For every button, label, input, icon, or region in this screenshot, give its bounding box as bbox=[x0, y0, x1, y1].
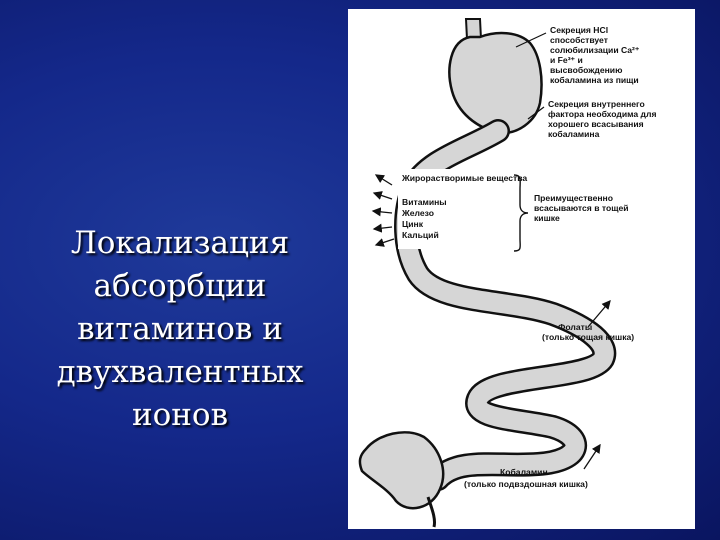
title-line: абсорбции bbox=[93, 268, 267, 304]
absorption-arrows bbox=[373, 175, 394, 245]
stomach-note-line: способствует bbox=[550, 35, 608, 45]
stomach-note-line: кобаламина из пищи bbox=[550, 75, 639, 85]
jejunum-note-line: всасываются в тощей bbox=[534, 203, 629, 213]
nutrients-brace bbox=[514, 175, 528, 251]
digestive-tract-drawing bbox=[348, 9, 695, 529]
digestive-tract-figure bbox=[348, 9, 695, 529]
jejunum-note-line: кишке bbox=[534, 213, 560, 223]
jejunum-note bbox=[534, 193, 629, 223]
intrinsic-note-line: Секреция внутреннего bbox=[548, 99, 645, 109]
title-line: двухвалентных bbox=[56, 354, 304, 390]
intrinsic-factor-note bbox=[548, 99, 656, 139]
nutrient-item: Кальций bbox=[402, 230, 439, 240]
nutrient-item: Цинк bbox=[402, 219, 424, 229]
slide-title bbox=[30, 222, 330, 437]
stomach-shape bbox=[449, 33, 541, 133]
title-line: витаминов и bbox=[77, 311, 283, 347]
title-line: ионов bbox=[131, 397, 229, 433]
nutrient-item: Витамины bbox=[402, 197, 447, 207]
cobalamin-note-line: Кобаламин bbox=[500, 467, 548, 477]
folate-note-line: (только тощая кишка) bbox=[542, 332, 635, 342]
title-line: Локализация bbox=[70, 225, 290, 261]
nutrient-item: Жирорастворимые вещества bbox=[402, 173, 528, 183]
stomach-note bbox=[550, 25, 640, 85]
intrinsic-note-line: хорошего всасывания bbox=[548, 119, 644, 129]
folate-note-line: Фолаты bbox=[558, 322, 593, 332]
intrinsic-note-line: фактора необходима для bbox=[548, 109, 657, 119]
stomach-note-line: Секреция HCl bbox=[550, 25, 609, 35]
jejunum-note-line: Преимущественно bbox=[534, 193, 613, 203]
intrinsic-note-line: кобаламина bbox=[548, 129, 600, 139]
cobalamin-note-line: (только подвздошная кишка) bbox=[464, 479, 588, 489]
nutrient-item: Железо bbox=[402, 208, 434, 218]
stomach-note-line: и Fe³⁺ и bbox=[550, 55, 583, 65]
stomach-note-line: солюбилизации Ca²⁺ bbox=[550, 45, 640, 55]
stomach-note-line: высвобождению bbox=[550, 65, 623, 75]
cecum-shape bbox=[360, 432, 443, 508]
